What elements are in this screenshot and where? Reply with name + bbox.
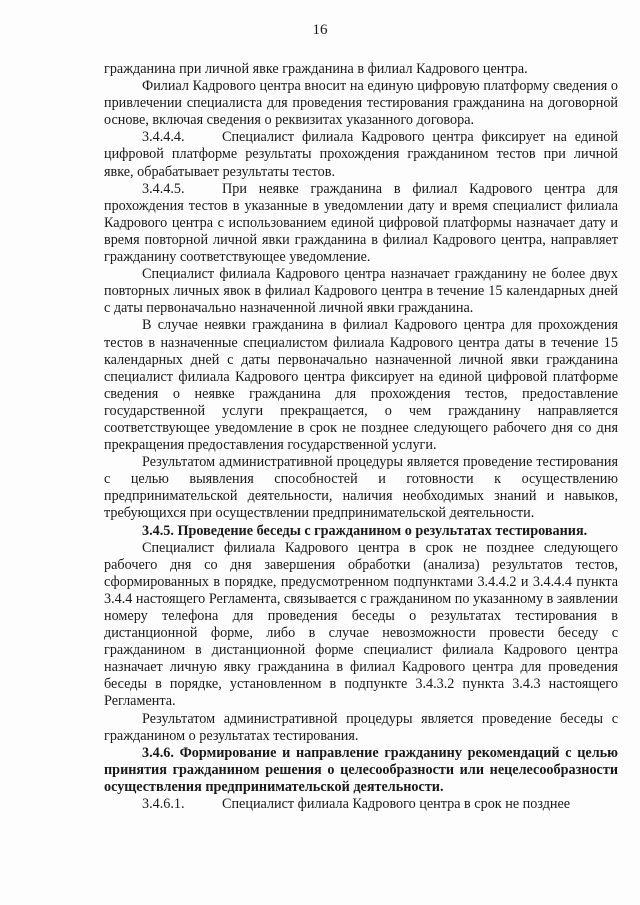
clause-number: 3.4.6.1. bbox=[142, 796, 185, 813]
section-heading-3-4-6: 3.4.6. Формирование и направление гражданину рекомендаций с целью принятия гражданином решения о целесообразности или нецелесообразности осуществления предпринимательской деятельности. bbox=[104, 744, 618, 795]
clause-number: 3.4.4.5. bbox=[142, 180, 185, 197]
paragraph-repeat-visits: Специалист филиала Кадрового центра назначает гражданину не более двух повторных личных явок в филиал Кадрового центра в течение 15 календарных дней с даты первоначально назначенной личной явки гражданина. bbox=[104, 266, 618, 317]
clause-number: 3.4.4.4. bbox=[142, 129, 185, 146]
paragraph-3-4-4-5 bbox=[104, 181, 618, 266]
paragraph-specialist-contract: Филиал Кадрового центра вносит на единую цифровую платформу сведения о привлечении специалиста для проведения тестирования гражданина на договорной основе, включая сведения о реквизитах указанного договора. bbox=[104, 78, 618, 129]
paragraph-result-testing: Результатом административной процедуры является проведение тестирования с целью выявления способностей и готовности к осуществлению предпринимательской деятельности, наличия необходимых знаний и навыков, требующихся при осуществлении предпринимательской деятельности. bbox=[104, 454, 618, 522]
document-body bbox=[104, 61, 618, 813]
paragraph-result-conversation: Результатом административной процедуры является проведение беседы с гражданином о результатах тестирования. bbox=[104, 710, 618, 744]
paragraph-3-4-6-1 bbox=[104, 796, 618, 813]
paragraph-text: При неявке гражданина в филиал Кадрового центра для прохождения тестов в указанные в уведомлении дату и время специалист филиала Кадрового центра с использованием единой цифровой платформы назначает дату и время повторной личной явки гражданина в филиал Кадрового центра, направляет гражданину соответствующее уведомление. bbox=[104, 180, 618, 266]
paragraph-no-show: В случае неявки гражданина в филиал Кадрового центра для прохождения тестов в назначенные специалистом филиала Кадрового центра даты в течение 15 календарных дней с даты первоначально назначенной личной явки гражданина специалист филиала Кадрового центра фиксирует на единой цифровой платформе сведения о неявке гражданина для прохождения тестов, предоставление государственной услуги прекращается, о чем гражданину направляется соответствующее уведомление в срок не позднее следующего рабочего дня со дня прекращения предоставления государственной услуги. bbox=[104, 317, 618, 454]
paragraph-text: Специалист филиала Кадрового центра в срок не позднее bbox=[222, 796, 571, 813]
paragraph-text: Специалист филиала Кадрового центра фиксирует на единой цифровой платформе результаты прохождения гражданином тестов при личной явке, обрабатывает результаты тестов. bbox=[104, 129, 618, 180]
paragraph-continuation: гражданина при личной явке гражданина в филиал Кадрового центра. bbox=[104, 61, 528, 77]
paragraph-3-4-4-4 bbox=[104, 129, 618, 180]
paragraph-conversation: Специалист филиала Кадрового центра в срок не позднее следующего рабочего дня со дня завершения обработки (анализа) результатов тестов, сформированных в порядке, предусмотренном подпунктами 3.4.4.2 и 3.4.4.4 пункта 3.4.4 настоящего Регламента, связывается с гражданином по указанному в заявлении номеру телефона для проведения беседы о результатах тестирования в дистанционной форме, либо в случае невозможности провести беседу с гражданином в дистанционной форме специалист филиала Кадрового центра назначает личную явку гражданина в филиал Кадрового центра для проведения беседы в порядке, установленном в подпункте 3.4.3.2 пункта 3.4.3 настоящего Регламента. bbox=[104, 539, 618, 710]
section-heading-3-4-5: 3.4.5. Проведение беседы с гражданином о результатах тестирования. bbox=[142, 522, 588, 539]
page-number: 16 bbox=[312, 22, 328, 38]
